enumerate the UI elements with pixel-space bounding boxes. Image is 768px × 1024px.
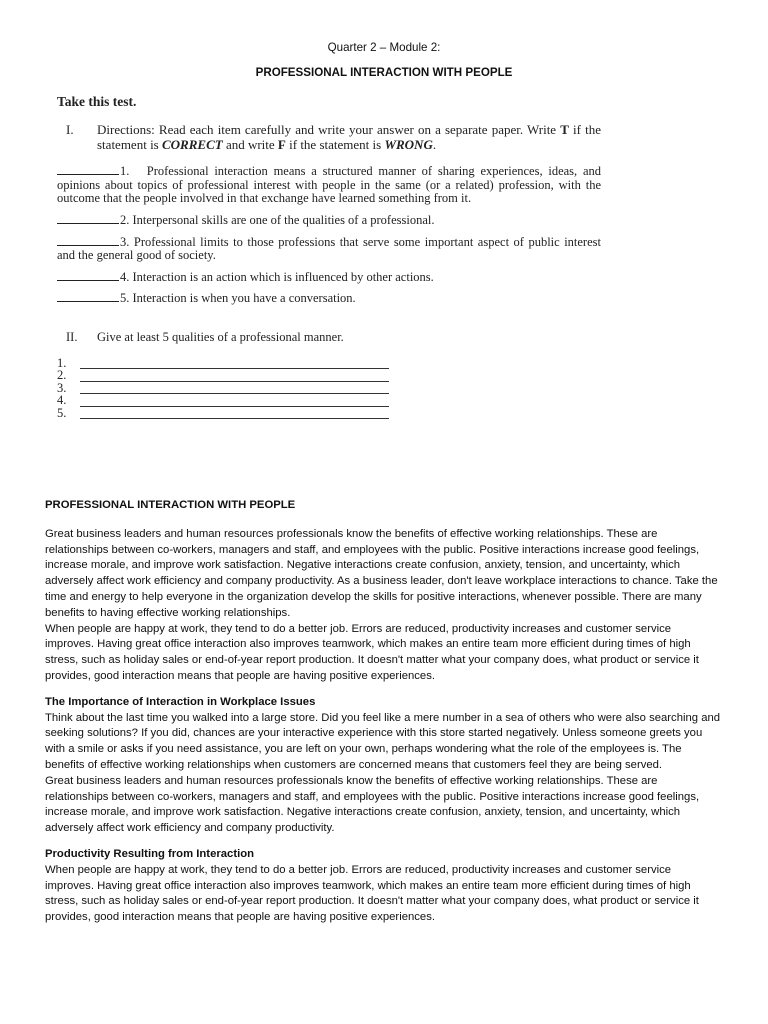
true-letter: T <box>560 122 569 137</box>
answer-number: 5. <box>57 405 67 420</box>
article-title: PROFESSIONAL INTERACTION WITH PEOPLE <box>45 499 296 511</box>
test-item <box>57 213 601 228</box>
spacer <box>45 514 723 527</box>
item-text: Professional interaction means a structured manner of sharing experiences, ideas, and opinions about topics of professional interest with people in the same (or a related) profession, with the outcome that the people involved in that exchange have learned something from it. <box>57 164 602 206</box>
item-number: 1. <box>120 164 130 179</box>
answer-blank <box>80 372 389 382</box>
answer-blank <box>57 164 119 175</box>
part1-number: I. <box>66 122 74 137</box>
answer-blank <box>80 409 389 419</box>
answer-number: 1. <box>57 355 67 370</box>
directions-text: Directions: Read each item carefully and write your answer on a separate paper. Write <box>97 122 561 137</box>
test-item <box>57 291 601 306</box>
section-heading: The Importance of Interaction in Workplace Issues <box>45 695 316 708</box>
part2-text: Give at least 5 qualities of a professional manner. <box>97 329 344 344</box>
item-number: 5. <box>120 291 130 306</box>
item-number: 4. <box>120 269 130 284</box>
part1-directions <box>57 123 601 152</box>
directions-text: if the statement is <box>97 122 601 152</box>
answer-line <box>57 369 601 381</box>
answer-line <box>57 382 601 394</box>
answer-number: 2. <box>57 368 67 383</box>
test-item <box>57 164 601 206</box>
document-title: PROFESSIONAL INTERACTION WITH PEOPLE <box>255 66 513 79</box>
spacer <box>45 685 723 695</box>
article-body <box>45 498 723 926</box>
spacer <box>45 837 723 847</box>
section-heading: Productivity Resulting from Interaction <box>45 847 255 860</box>
item-text: Interpersonal skills are one of the qualities of a professional. <box>132 212 435 227</box>
part2-directions <box>57 330 601 344</box>
article-paragraph: When people are happy at work, they tend to do a better job. Errors are reduced, productivity increases and customer service improves. Having great office interaction also improves teamwork, which makes an entire team more efficient during times of high stress, such as holiday sales or end-of-year report production. It doesn't matter what your company does, what product or service it provides, good interaction means that people are having positive experiences. <box>45 863 699 924</box>
answer-number: 4. <box>57 393 67 408</box>
test-heading: Take this test. <box>57 94 137 109</box>
answer-line <box>57 407 601 419</box>
item-text: Professional limits to those professions that serve some important aspect of public interest and the general good of society. <box>57 234 601 263</box>
item-text: Interaction is when you have a conversation. <box>132 291 356 306</box>
answer-lines <box>57 357 601 419</box>
article-paragraph: Great business leaders and human resources professionals know the benefits of effective working relationships. These are relationships between co-workers, managers and staff, and employees with the public. Positive interactions increase good feelings, increase morale, and improve work satisfaction. Negative interactions create confusion, anxiety, tension, and uncertainty, which adversely affect work efficiency and company productivity. As a business leader, don't leave workplace interactions to chance. Take the time and energy to help everyone in the organization develop the skills for positive interactions, whenever possible. There are many benefits to having effective working relationships. <box>45 527 718 619</box>
answer-blank <box>80 384 389 394</box>
directions-text: if the statement is <box>289 136 385 152</box>
answer-line <box>57 394 601 406</box>
wrong-word: WRONG <box>384 136 433 152</box>
item-number: 3. <box>120 234 130 249</box>
part2-number: II. <box>66 329 78 344</box>
test-item <box>57 235 601 263</box>
directions-text: . <box>432 136 437 152</box>
false-letter: F <box>277 136 286 152</box>
item-number: 2. <box>120 212 130 227</box>
article-paragraph: When people are happy at work, they tend to do a better job. Errors are reduced, productivity increases and customer service improves. Having great office interaction also improves teamwork, which makes an entire team more efficient during times of high stress, such as holiday sales or end-of-year report production. It doesn't matter what your company does, what product or service it provides, good interaction means that people are having positive experiences. <box>45 622 699 682</box>
directions-text: and write <box>222 136 278 152</box>
answer-blank <box>57 235 119 246</box>
answer-blank <box>57 291 119 302</box>
test-item <box>57 270 601 285</box>
article-paragraph: Great business leaders and human resources professionals know the benefits of effective working relationships. These are relationships between co-workers, managers and staff, and employees with the public. Positive interactions increase good feelings, increase morale, and improve work satisfaction. Negative interactions create confusion, anxiety, tension, and uncertainty, which adversely affect work efficiency and company productivity. <box>45 774 700 835</box>
test-section <box>57 94 601 419</box>
item-text: Interaction is an action which is influenced by other actions. <box>132 269 434 284</box>
module-label: Quarter 2 – Module 2: <box>327 41 441 54</box>
true-false-items <box>57 164 601 306</box>
answer-line <box>57 357 601 369</box>
answer-blank <box>57 213 119 224</box>
part1-directions-text <box>97 123 601 152</box>
answer-blank <box>57 270 119 281</box>
answer-blank <box>80 359 389 369</box>
answer-number: 3. <box>57 380 67 395</box>
answer-blank <box>80 397 389 407</box>
article-paragraph: Think about the last time you walked into a large store. Did you feel like a mere number in a sea of others who were also searching and seeking solutions? If you did, chances are your interactive experience with this store started negatively. Unless someone greets you with a smile or asks if you need assistance, you are left on your own, perhaps wondering what the role of the employees is. The benefits of effective working relationships when customers are concerned means that customers feel they are being served. <box>45 711 721 771</box>
correct-word: CORRECT <box>162 136 223 152</box>
